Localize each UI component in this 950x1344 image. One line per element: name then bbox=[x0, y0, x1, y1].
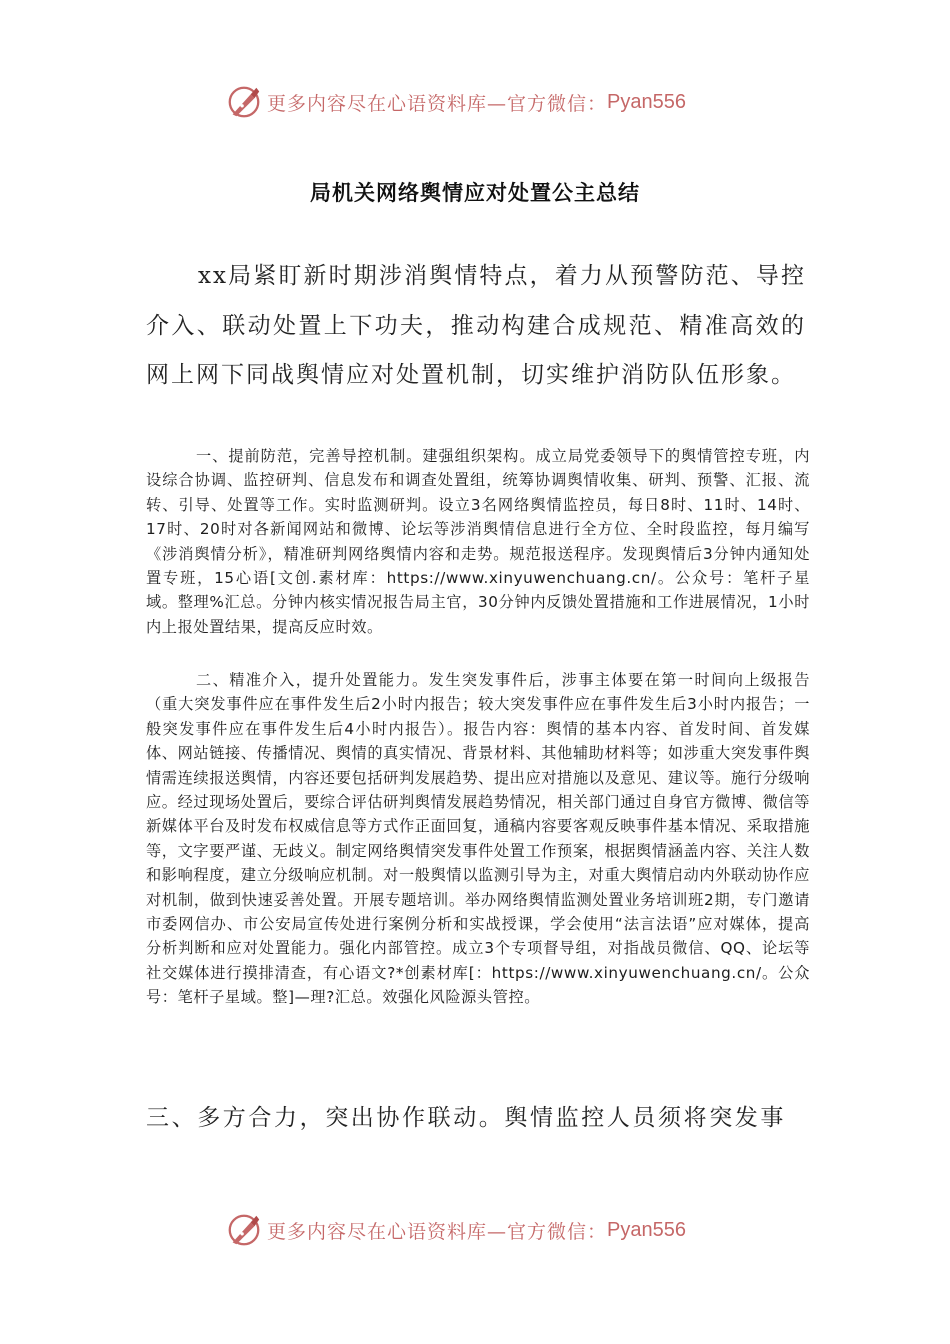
section-2-paragraph: 二、精准介入，提升处置能力。发生突发事件后，涉事主体要在第一时间向上级报告（重大突发事件应在事件发生后2小时内报告；较大突发事件应在事件发生后3小时内报告；一般突发事件应在事件发生后4小时内报告）。报告内容：舆情的基本内容、首发时间、首发媒体、网站链接、传播情况、舆情的真实情况、背景材料、其他辅助材料等；如涉重大突发事件舆情需连续报送舆情，内容还要包括研判发展趋势、提出应对措施以及意见、建议等。施行分级响应。经过现场处置后，要综合评估研判舆情发展趋势情况，相关部门通过自身官方微博、微信等新媒体平台及时发布权威信息等方式作正面回复，通稿内容要客观反映事件基本情况、采取措施等，文字要严谨、无歧义。制定网络舆情突发事件处置工作预案，根据舆情涵盖内容、关注人数和影响程度，建立分级响应机制。对一般舆情以监测引导为主，对重大舆情启动内外联动协作应对机制，做到快速妥善处置。开展专题培训。举办网络舆情监测处置业务培训班2期，专门邀请市委网信办、市公安局宣传处进行案例分析和实战授课，学会使用“法言法语”应对媒体，提高分析判断和应对处置能力。强化内部管控。成立3个专项督导组，对指战员微信、QQ、论坛等社交媒体进行摸排清查，有心语文?*创素材库[：https://www.xinyuwenchuang.cn/。公众号：笔杆子星域。整]—理?汇总。效强化风险源头管控。 bbox=[146, 671, 810, 1007]
banner-wechat-id: Pyan556 bbox=[607, 1218, 686, 1241]
document-title: 局机关网络舆情应对处置公主总结 bbox=[310, 181, 640, 205]
pen-nib-logo-icon bbox=[225, 83, 263, 121]
lead-paragraph: xx局紧盯新时期涉消舆情特点，着力从预警防范、导控介入、联动处置上下功夫，推动构建合成规范、精准高效的网上网下同战舆情应对处置机制，切实维护消防队伍形象。 bbox=[146, 263, 806, 388]
header-watermark-banner bbox=[225, 82, 686, 122]
pen-nib-logo-icon bbox=[225, 1211, 263, 1249]
footer-watermark-banner bbox=[225, 1210, 686, 1250]
banner-wechat-id: Pyan556 bbox=[607, 90, 686, 113]
section-1-paragraph: 一、提前防范，完善导控机制。建强组织架构。成立局党委领导下的舆情管控专班，内设综合协调、监控研判、信息发布和调查处置组，统筹协调舆情收集、研判、预警、汇报、流转、引导、处置等工作。实时监测研判。设立3名网络舆情监控员，每日8时、11时、14时、17时、20时对各新闻网站和微博、论坛等涉消舆情信息进行全方位、全时段监控，每月编写《涉消舆情分析》，精准研判网络舆情内容和走势。规范报送程序。发现舆情后3分钟内通知处置专班，15心语[文创.素材库：https://www.xinyuwenchuang.cn/。公众号：笔杆子星域。整理%汇总。分钟内核实情况报告局主官，30分钟内反馈处置措施和工作进展情况，1小时内上报处置结果，提高反应时效。 bbox=[146, 447, 810, 636]
banner-text: 更多内容尽在心语资料库—官方微信： bbox=[267, 92, 608, 115]
banner-text: 更多内容尽在心语资料库—官方微信： bbox=[267, 1220, 608, 1243]
section-3-heading-line: 三、多方合力，突出协作联动。舆情监控人员须将突发事 bbox=[146, 1105, 786, 1131]
